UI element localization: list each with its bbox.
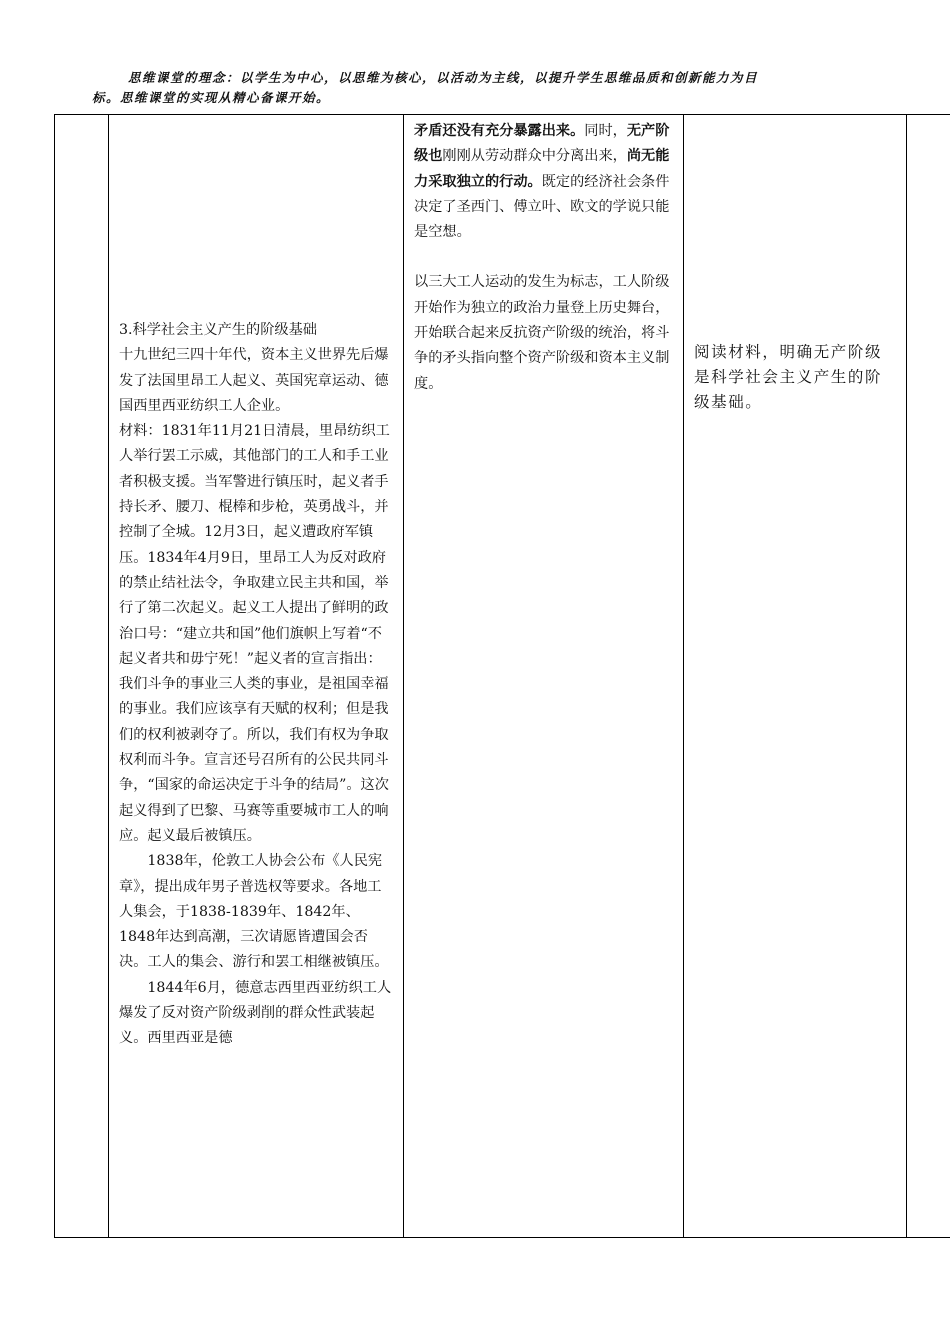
bold-phrase-3: 尚无能力采取独立的行动。 (414, 148, 670, 190)
section-heading: 3.科学社会主义产生的阶级基础 (119, 322, 317, 338)
page-header (92, 68, 892, 108)
cell-activity (684, 115, 907, 1238)
text-phrase-1: 同时， (584, 123, 627, 139)
intro-paragraph: 十九世纪三四十年代，资本主义世界先后爆发了法国里昂工人起义、英国宪章运动、德国西里西亚纺织工人企业。 (119, 347, 389, 414)
analysis-paragraph-2: 以三大工人运动的发生为标志，工人阶级开始作为独立的政治力量登上历史舞台，开始联合起来反抗资产阶级的统治，将斗争的矛头指向整个资产阶级和资本主义制度。 (414, 274, 670, 392)
text-phrase-3: 既定的经济社会条件决定了圣西门、傅立叶、欧文的学说只能是空想。 (414, 173, 670, 241)
header-line-2: 标。思维课堂的实现从精心备课开始。 (92, 90, 331, 105)
bold-phrase-2: 无产阶级也 (414, 123, 670, 165)
cell-analysis (404, 115, 684, 1238)
bold-phrase-1: 矛盾还没有充分暴露出来。 (414, 123, 585, 139)
header-line-1: 思维课堂的理念：以学生为中心，以思维为核心，以活动为主线，以提升学生思维品质和创新能力为目 (128, 70, 759, 85)
text-phrase-2: 刚刚从劳动群众中分离出来， (442, 148, 627, 165)
cell-blank-left (55, 115, 109, 1238)
material-paragraph: 材料：1831年11月21日清晨，里昂纺织工人举行罢工示威，其他部门的工人和手工业者积极支援。当军警进行镇压时，起义者手持长矛、腰刀、棍棒和步枪，英勇战斗，并控制了全城。12月3日，起义遭政府军镇压。1834年4月9日，里昂工人为反对政府的禁止结社法令，争取建立民主共和国，举行了第二次起义。起义工人提出了鲜明的政治口号：“建立共和国”他们旗帜上写着“不起义者共和毋宁死！”起义者的宣言指出：我们斗争的事业三人类的事业，是祖国幸福的事业。我们应该享有天赋的权利；但是我们的权利被剥夺了。所以，我们有权为争取权利而斗争。宣言还号召所有的公民共同斗争，“国家的命运决定于斗争的结局”。这次起义得到了巴黎、马赛等重要城市工人的响应。起义最后被镇压。 (119, 423, 390, 844)
analysis-paragraph-1 (414, 119, 675, 245)
chartism-paragraph: 1838年，伦敦工人协会公布《人民宪章》，提出成年男子普选权等要求。各地工人集会，于1838-1839年、1842年、1848年达到高潮，三次请愿皆遭国会否决。工人的集会、游行和罢工相继被镇压。 (119, 853, 389, 971)
lesson-table (54, 114, 950, 1238)
silesia-paragraph: 1844年6月，德意志西里西亚纺织工人爆发了反对资产阶级剥削的群众性武装起义。西里西亚是德 (119, 979, 392, 1047)
table-row (55, 115, 950, 1238)
cell-blank-right (907, 115, 950, 1238)
cell-content (109, 115, 404, 1238)
activity-text: 阅读材料，明确无产阶级是科学社会主义产生的阶级基础。 (694, 343, 883, 411)
